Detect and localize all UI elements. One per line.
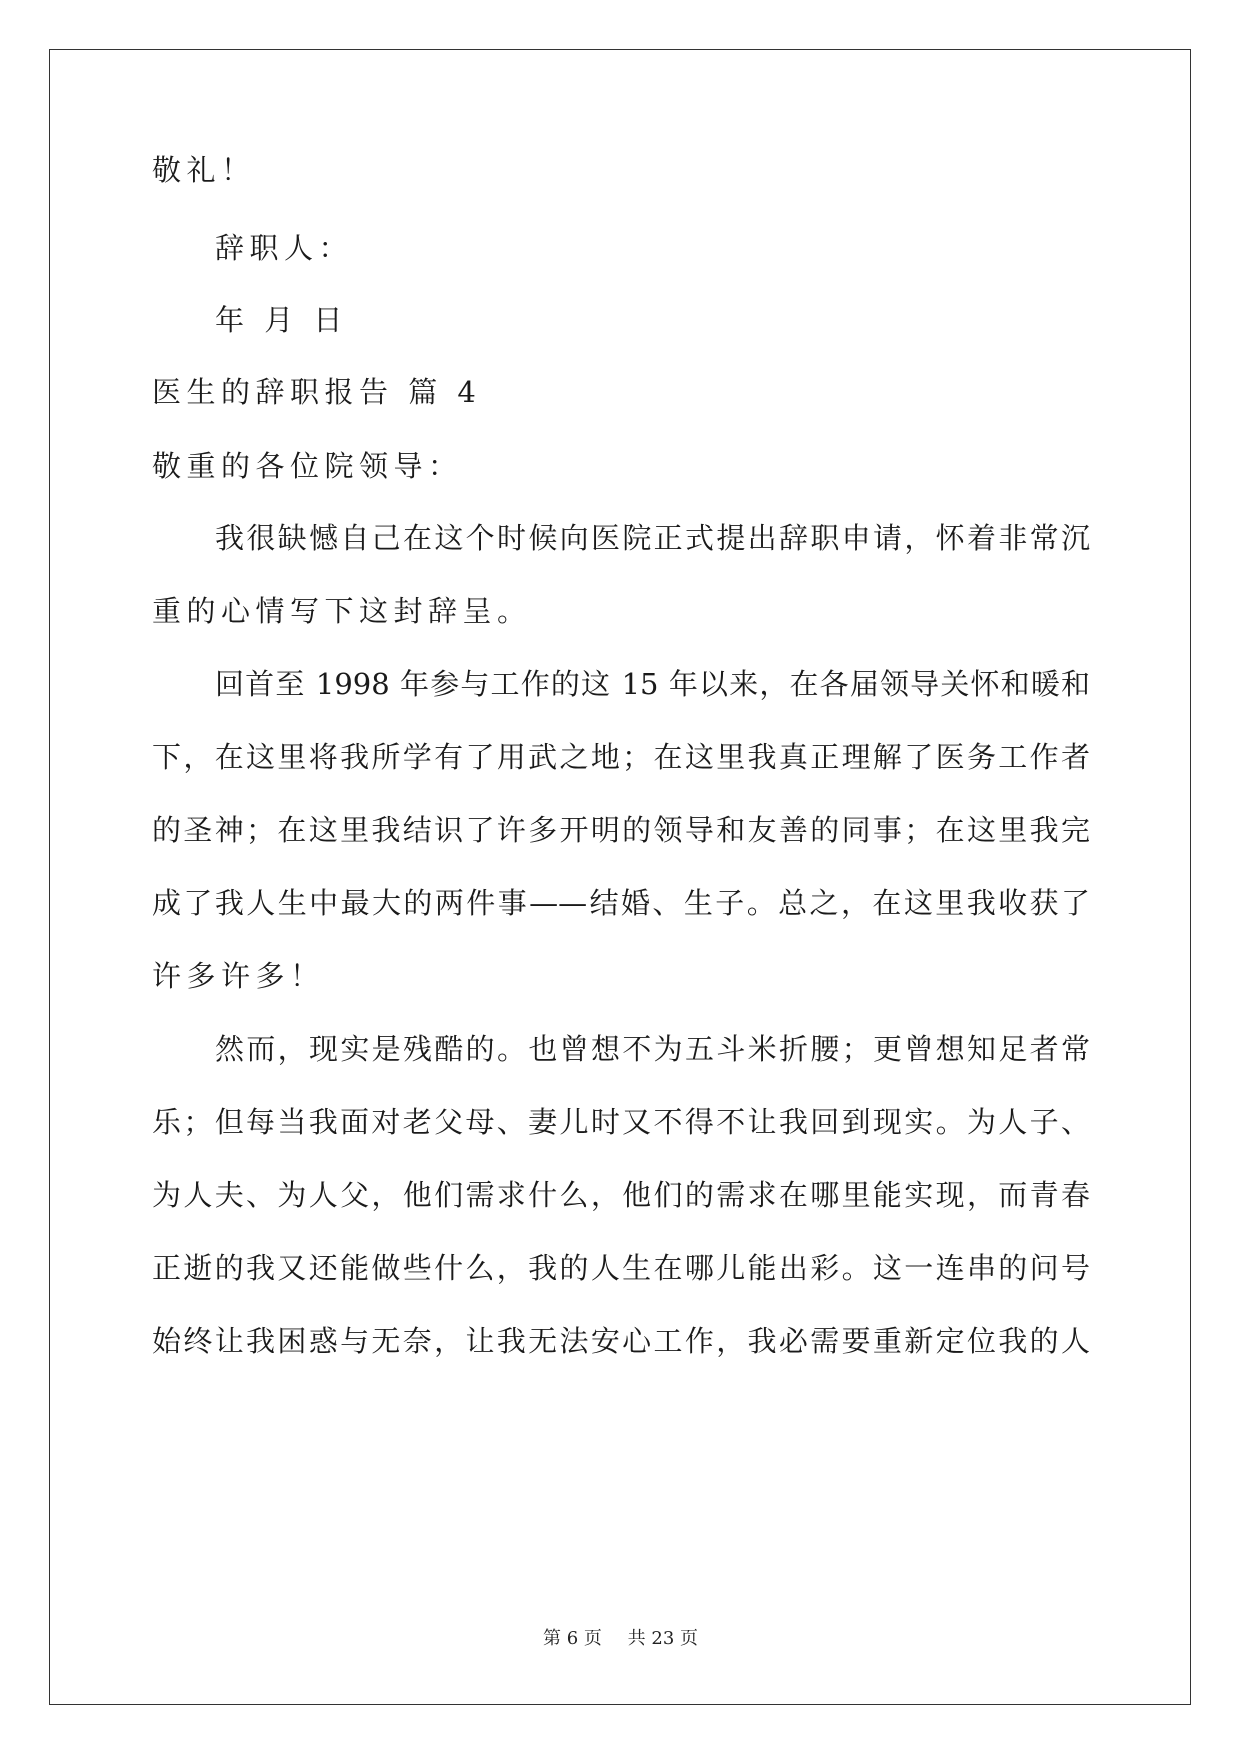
paragraph-3-line-3: 为人夫、为人父，他们需求什么，他们的需求在哪里能实现，而青春 [152, 1178, 1090, 1212]
page-total: 共 23 页 [627, 1628, 698, 1649]
paragraph-2-line-5: 许多许多！ [152, 959, 325, 993]
paragraph-3-line-5: 始终让我困惑与无奈，让我无法安心工作，我必需要重新定位我的人 [152, 1324, 1090, 1358]
page-footer [0, 1627, 1241, 1651]
paragraph-1-line-2: 重的心情写下这封辞呈。 [152, 594, 532, 628]
paragraph-2-line-4: 成了我人生中最大的两件事——结婚、生子。总之，在这里我收获了 [152, 886, 1090, 920]
paragraph-3-line-4: 正逝的我又还能做些什么，我的人生在哪儿能出彩。这一连串的问号 [152, 1251, 1090, 1285]
date-placeholder: 年 月 日 [215, 303, 348, 337]
paragraph-2-line-3: 的圣神；在这里我结识了许多开明的领导和友善的同事；在这里我完 [152, 813, 1090, 847]
page-number: 第 6 页 [543, 1628, 602, 1649]
page-border [49, 49, 1191, 1705]
section-heading: 医生的辞职报告 篇 4 [152, 375, 482, 409]
paragraph-2-line-2: 下，在这里将我所学有了用武之地；在这里我真正理解了医务工作者 [152, 740, 1090, 774]
paragraph-1-line-1: 我很缺憾自己在这个时候向医院正式提出辞职申请，怀着非常沉 [215, 521, 1090, 555]
signer-label: 辞职人： [215, 231, 354, 265]
greeting: 敬重的各位院领导： [152, 449, 463, 483]
paragraph-3-line-2: 乐；但每当我面对老父母、妻儿时又不得不让我回到现实。为人子、 [152, 1105, 1090, 1139]
closing-salutation: 敬礼！ [152, 153, 256, 187]
paragraph-2-line-1: 回首至 1998 年参与工作的这 15 年以来，在各届领导关怀和暖和 [215, 667, 1090, 701]
paragraph-3-line-1: 然而，现实是残酷的。也曾想不为五斗米折腰；更曾想知足者常 [215, 1032, 1090, 1066]
